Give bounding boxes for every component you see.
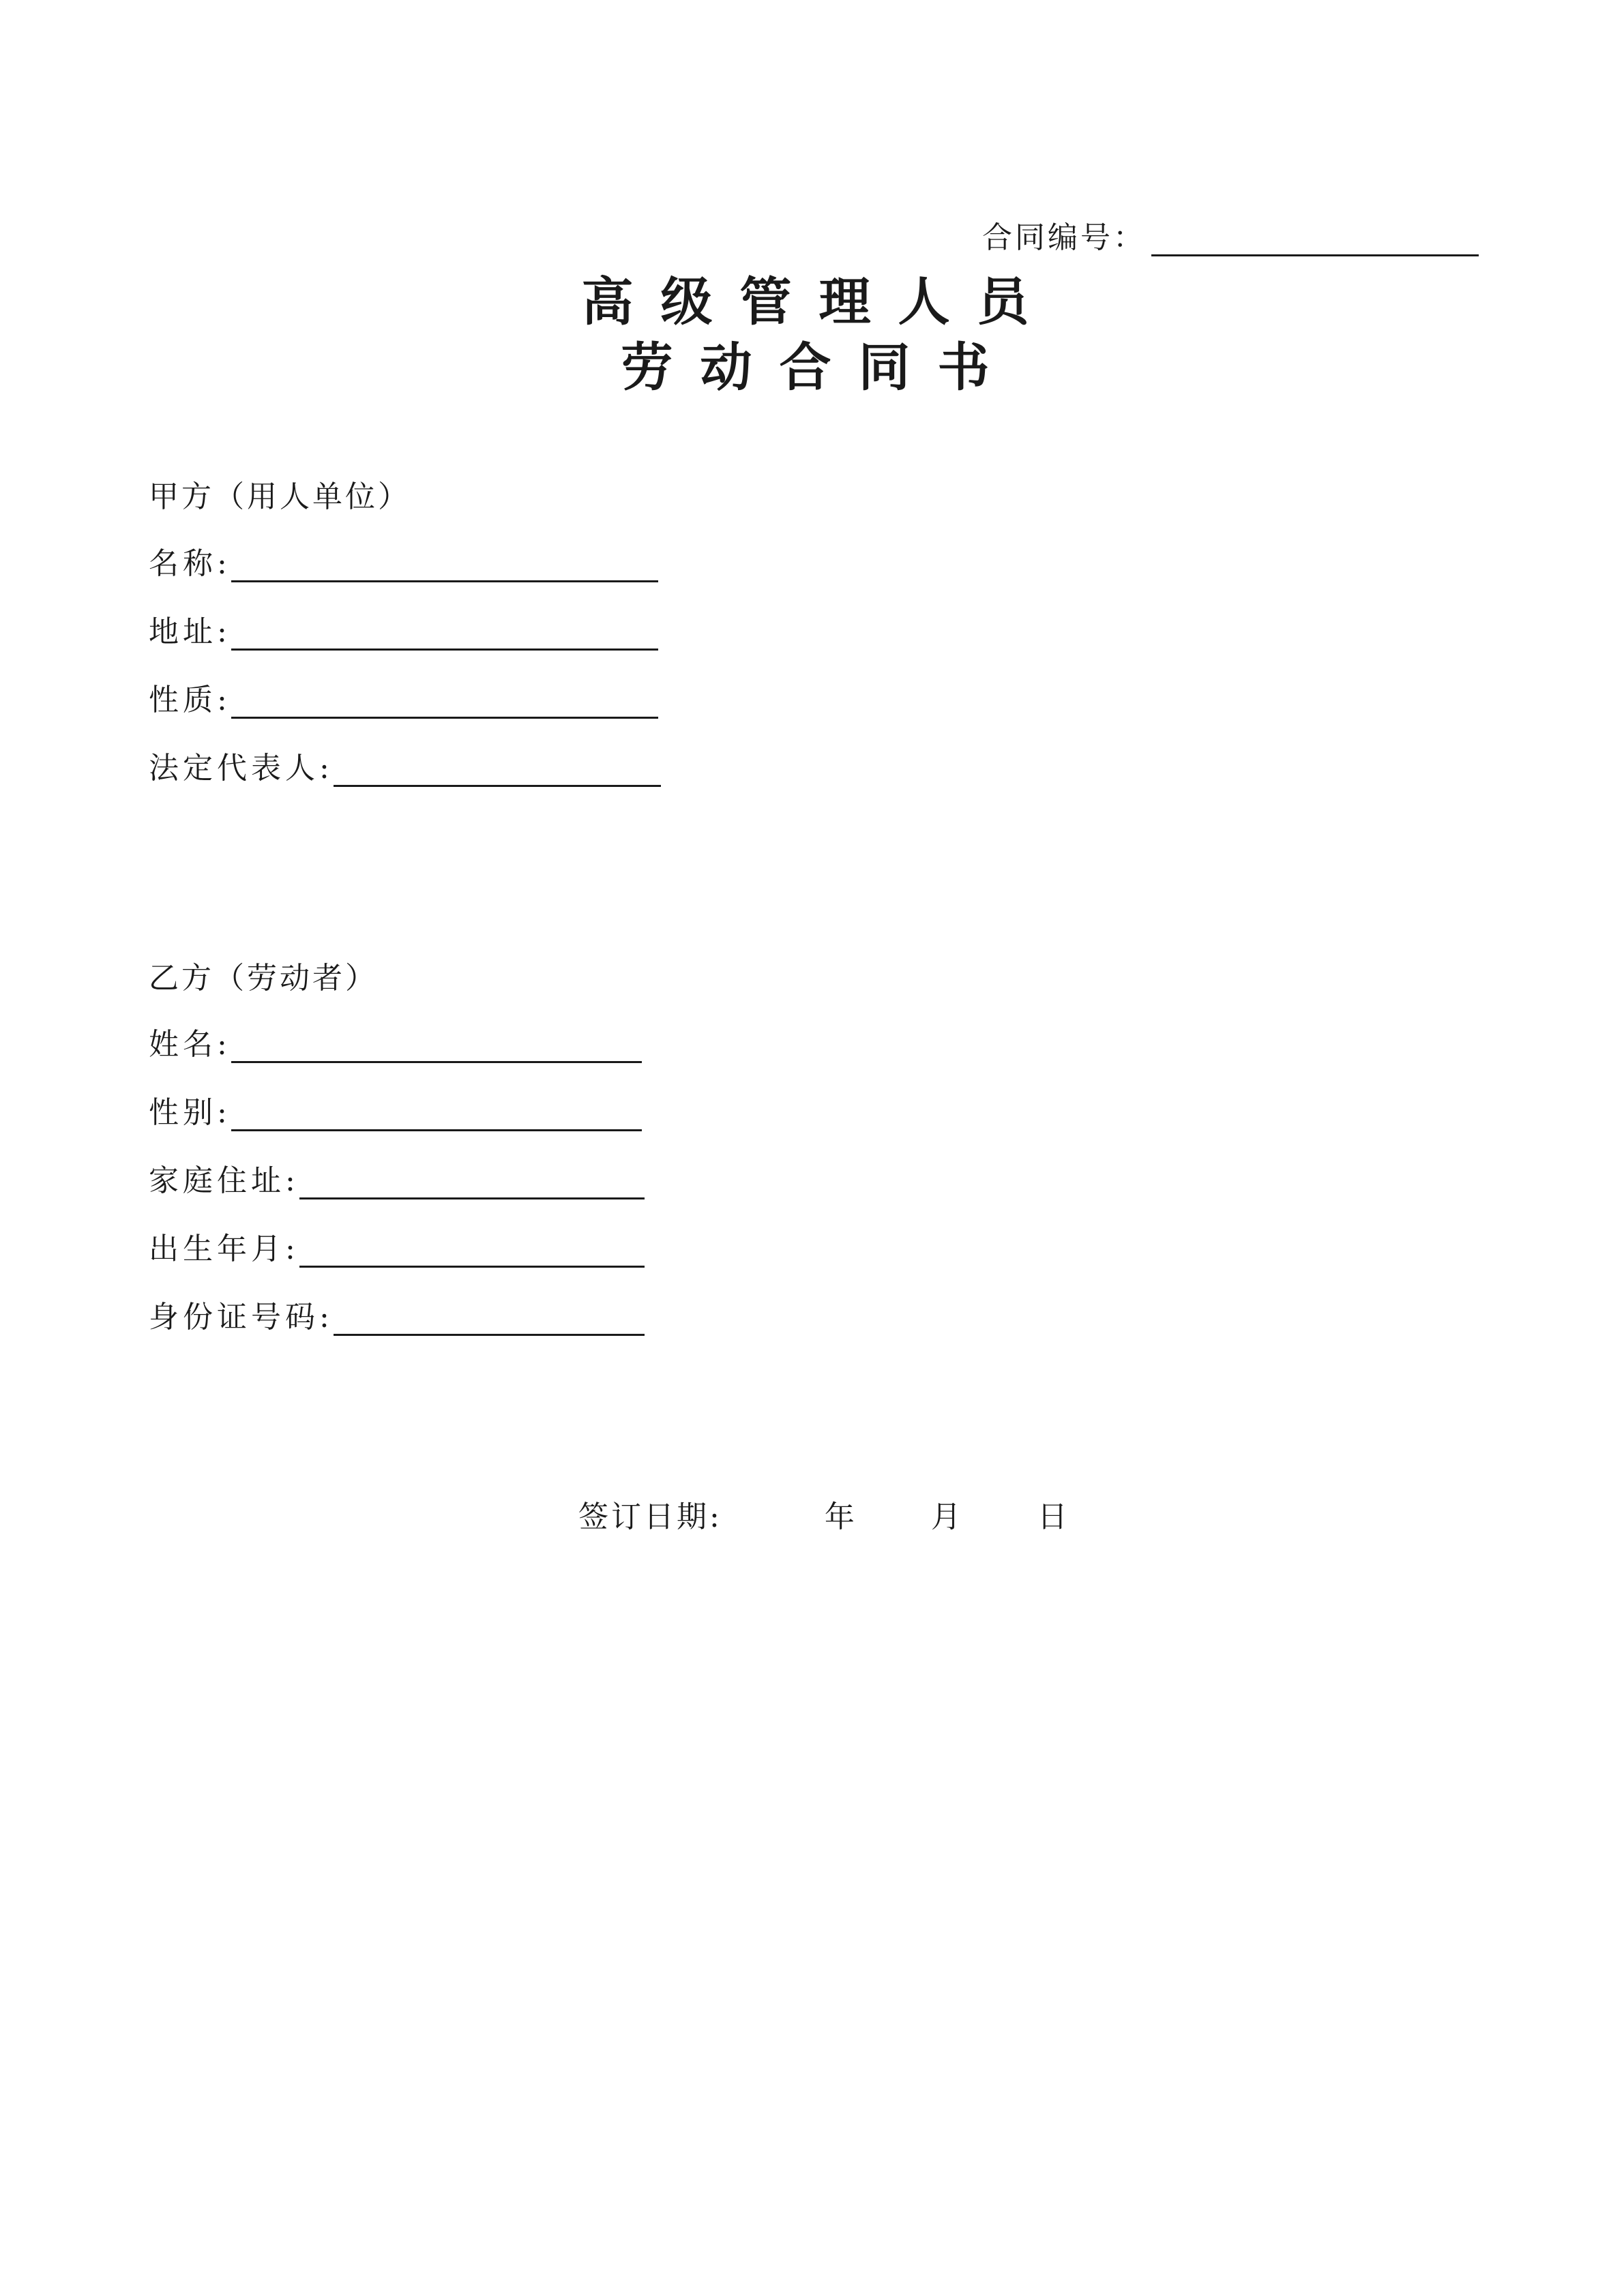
party-b-heading: 乙方（劳动者）	[149, 961, 378, 996]
party-a-legal-rep-blank[interactable]	[334, 751, 661, 787]
contract-number-row	[982, 213, 1479, 256]
party-a-address-label: 地址:	[149, 614, 231, 649]
party-a-nature-blank[interactable]	[231, 683, 658, 719]
party-a-name-label: 名称:	[149, 546, 231, 581]
party-a-nature-field	[149, 675, 658, 719]
party-a-nature-label: 性质:	[149, 683, 231, 717]
party-b-name-label: 姓名:	[149, 1027, 231, 1062]
party-a-legal-rep-label: 法定代表人:	[149, 751, 334, 786]
party-b-birth-field	[149, 1224, 645, 1268]
party-b-id-number-label: 身份证号码:	[149, 1300, 334, 1335]
party-a-address-field	[149, 607, 658, 651]
signing-year-label: 年	[824, 1500, 857, 1534]
party-b-name-blank[interactable]	[231, 1027, 642, 1063]
party-b-birth-label: 出生年月:	[149, 1232, 299, 1266]
party-b-gender-field	[149, 1088, 642, 1131]
signing-date-row	[578, 1492, 1070, 1536]
party-b-home-address-blank[interactable]	[299, 1163, 645, 1199]
party-b-home-address-label: 家庭住址:	[149, 1163, 299, 1198]
signing-month-label: 月	[930, 1500, 964, 1534]
party-a-address-blank[interactable]	[231, 614, 658, 651]
signing-date-label: 签订日期:	[578, 1500, 722, 1534]
contract-number-blank[interactable]	[1151, 220, 1479, 256]
party-b-name-field	[149, 1019, 642, 1063]
document-title-line-1: 高级管理人员	[581, 271, 1057, 332]
party-a-heading: 甲方（用人单位）	[149, 479, 411, 514]
party-b-gender-blank[interactable]	[231, 1095, 642, 1131]
party-a-name-blank[interactable]	[231, 546, 658, 582]
document-title-line-2: 劳动合同书	[621, 337, 1017, 398]
party-a-name-field	[149, 539, 658, 582]
party-b-id-number-field	[149, 1292, 645, 1336]
party-b-id-number-blank[interactable]	[334, 1300, 645, 1336]
party-b-birth-blank[interactable]	[299, 1232, 645, 1268]
contract-number-label: 合同编号：	[982, 220, 1146, 255]
party-b-home-address-field	[149, 1156, 645, 1199]
party-b-gender-label: 性别:	[149, 1095, 231, 1130]
party-a-legal-rep-field	[149, 743, 661, 787]
signing-day-label: 日	[1037, 1500, 1070, 1534]
